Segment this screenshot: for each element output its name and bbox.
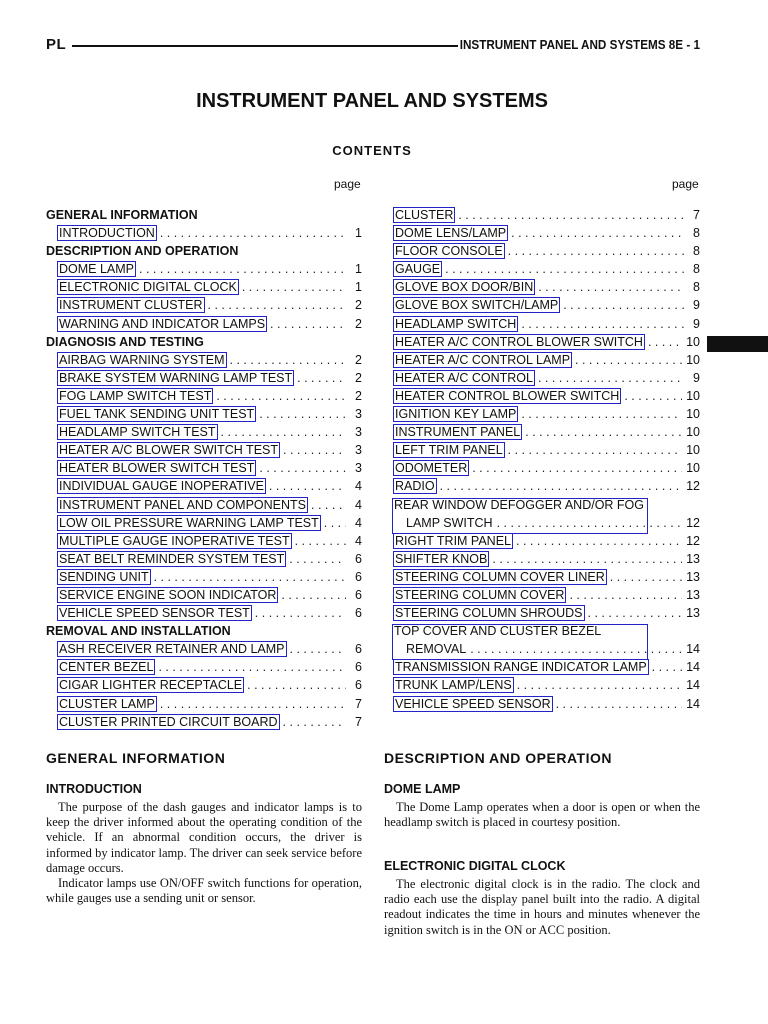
toc-entry-right-trim-panel[interactable] bbox=[394, 534, 700, 552]
section-heading-description-operation: DESCRIPTION AND OPERATION bbox=[384, 750, 612, 766]
toc-entry-label[interactable]: INTRODUCTION bbox=[59, 226, 155, 241]
toc-page-number: 3 bbox=[355, 443, 362, 458]
toc-entry-label[interactable]: FOG LAMP SWITCH TEST bbox=[59, 388, 212, 403]
toc-entry-label[interactable]: FLOOR CONSOLE bbox=[395, 244, 503, 259]
running-header bbox=[46, 36, 700, 56]
section-heading-general-information: GENERAL INFORMATION bbox=[46, 750, 226, 766]
page-column-label-right: page bbox=[672, 177, 699, 191]
toc-heading-label: GENERAL INFORMATION bbox=[46, 208, 198, 222]
toc-entry-gauge[interactable] bbox=[394, 262, 700, 280]
toc-entry-transmission-range-indicator-lamp[interactable] bbox=[394, 660, 700, 678]
toc-page-number: 9 bbox=[693, 298, 700, 313]
dot-leader bbox=[242, 280, 346, 294]
toc-page-number: 9 bbox=[693, 316, 700, 331]
toc-page-number: 4 bbox=[355, 479, 362, 494]
dot-leader bbox=[440, 479, 683, 493]
toc-page-number: 2 bbox=[355, 388, 362, 403]
toc-entry-heater-a-c-control-lamp[interactable] bbox=[394, 353, 700, 371]
dot-leader bbox=[458, 208, 684, 222]
dot-leader bbox=[139, 262, 346, 276]
toc-page-number: 6 bbox=[355, 660, 362, 675]
toc-entry-dome-lens-lamp[interactable] bbox=[394, 226, 700, 244]
dot-leader bbox=[221, 425, 346, 439]
toc-link-box[interactable] bbox=[393, 625, 647, 659]
dot-leader bbox=[259, 461, 346, 475]
toc-page-number: 14 bbox=[686, 678, 700, 693]
dot-leader bbox=[538, 371, 684, 385]
dot-leader bbox=[283, 715, 346, 729]
dot-leader bbox=[525, 425, 682, 439]
dot-leader bbox=[290, 642, 346, 656]
toc-page-number: 10 bbox=[686, 443, 700, 458]
toc-entry-label[interactable]: CLUSTER bbox=[395, 208, 454, 222]
toc-entry-fuel-tank-sending-unit-test[interactable] bbox=[46, 407, 362, 425]
introduction-text bbox=[46, 800, 362, 906]
dot-leader bbox=[492, 552, 682, 566]
dot-leader bbox=[556, 697, 682, 711]
toc-entry-headlamp-switch[interactable] bbox=[394, 317, 700, 335]
dot-leader bbox=[516, 534, 682, 548]
toc-page-number: 3 bbox=[355, 407, 362, 422]
toc-entry-label[interactable]: SENDING UNIT bbox=[59, 569, 149, 584]
toc-entry-label[interactable]: HEATER A/C CONTROL BLOWER SWITCH bbox=[395, 334, 643, 349]
dot-leader bbox=[255, 606, 346, 620]
dot-leader bbox=[230, 353, 346, 367]
toc-page-number: 6 bbox=[355, 606, 362, 621]
toc-entry-dome-lamp[interactable] bbox=[46, 262, 362, 280]
dot-leader bbox=[588, 606, 683, 620]
toc-entry-label[interactable]: FUEL TANK SENDING UNIT TEST bbox=[59, 407, 255, 422]
toc-entry-label[interactable]: HEATER BLOWER SWITCH TEST bbox=[59, 461, 255, 476]
toc-entry-label[interactable]: WARNING AND INDICATOR LAMPS bbox=[59, 316, 266, 331]
dot-leader bbox=[270, 317, 346, 331]
toc-entry-sending-unit[interactable] bbox=[46, 570, 362, 588]
dot-leader bbox=[508, 244, 684, 258]
toc-entry-label[interactable]: SERVICE ENGINE SOON INDICATOR bbox=[59, 587, 277, 602]
toc-page-number: 6 bbox=[355, 551, 362, 566]
toc-left-column bbox=[46, 208, 362, 733]
toc-entry-heater-a-c-control-blower-switch[interactable] bbox=[394, 335, 700, 353]
dot-leader bbox=[508, 443, 682, 457]
toc-section-heading bbox=[46, 244, 362, 262]
toc-entry-label[interactable]: CLUSTER LAMP bbox=[59, 696, 155, 711]
toc-page-number: 2 bbox=[355, 370, 362, 385]
toc-page-number: 14 bbox=[686, 642, 700, 657]
toc-entry-brake-system-warning-lamp-test[interactable] bbox=[46, 371, 362, 389]
toc-page-number: 13 bbox=[686, 606, 700, 621]
toc-entry-label[interactable]: ELECTRONIC DIGITAL CLOCK bbox=[59, 280, 237, 295]
toc-entry-label[interactable]: HEATER A/C CONTROL bbox=[395, 370, 533, 385]
toc-entry-label[interactable]: HEATER CONTROL BLOWER SWITCH bbox=[395, 388, 620, 403]
header-rule bbox=[72, 45, 458, 47]
toc-page-number: 8 bbox=[693, 244, 700, 259]
clock-paragraph: The electronic digital clock is in the radio. The clock and radio each use the display panel built into the radio. A digital readout indicates the time in hours and minutes whenever the ignition switch is in the ON or ACC position. bbox=[384, 877, 700, 937]
toc-entry-left-trim-panel[interactable] bbox=[394, 443, 700, 461]
toc-entry-center-bezel[interactable] bbox=[46, 660, 362, 678]
toc-entry-steering-column-shrouds[interactable] bbox=[394, 606, 700, 624]
toc-page-number: 2 bbox=[355, 298, 362, 313]
dot-leader bbox=[569, 588, 682, 602]
toc-entry-label[interactable]: INSTRUMENT CLUSTER bbox=[59, 298, 203, 313]
toc-page-number: 6 bbox=[355, 642, 362, 657]
toc-page-number: 12 bbox=[686, 479, 700, 494]
dot-leader bbox=[445, 262, 684, 276]
toc-entry-low-oil-pressure-warning-lamp-test[interactable] bbox=[46, 516, 362, 534]
toc-entry-introduction[interactable] bbox=[46, 226, 362, 244]
dot-leader bbox=[158, 660, 346, 674]
toc-page-number: 7 bbox=[693, 208, 700, 222]
toc-entry-heater-blower-switch-test[interactable] bbox=[46, 461, 362, 479]
toc-page-number: 8 bbox=[693, 262, 700, 277]
dot-leader bbox=[324, 516, 346, 530]
toc-entry-ash-receiver-retainer-and-lamp[interactable] bbox=[46, 642, 362, 660]
toc-page-number: 3 bbox=[355, 425, 362, 440]
toc-entry-vehicle-speed-sensor[interactable] bbox=[394, 697, 700, 715]
toc-page-number: 1 bbox=[355, 262, 362, 277]
toc-entry-instrument-panel[interactable] bbox=[394, 425, 700, 443]
toc-entry-label[interactable]: INSTRUMENT PANEL AND COMPONENTS bbox=[59, 497, 307, 512]
toc-entry-label[interactable]: REAR WINDOW DEFOGGER AND/OR FOG bbox=[394, 497, 645, 512]
toc-entry-heater-control-blower-switch[interactable] bbox=[394, 389, 700, 407]
toc-entry-label[interactable]: DOME LAMP bbox=[59, 262, 135, 277]
toc-heading-label: REMOVAL AND INSTALLATION bbox=[46, 624, 231, 639]
toc-entry-label[interactable]: RADIO bbox=[395, 479, 435, 494]
page-column-label-left: page bbox=[334, 177, 361, 191]
toc-entry-cluster-lamp[interactable] bbox=[46, 697, 362, 715]
toc-entry-steering-column-cover[interactable] bbox=[394, 588, 700, 606]
toc-page-number: 6 bbox=[355, 587, 362, 602]
toc-entry-label[interactable]: AIRBAG WARNING SYSTEM bbox=[59, 352, 225, 367]
toc-page-number: 13 bbox=[686, 551, 700, 566]
toc-page-number: 2 bbox=[355, 316, 362, 331]
toc-page-number: 10 bbox=[686, 425, 700, 440]
toc-page-number: 2 bbox=[355, 352, 362, 367]
toc-page-number: 10 bbox=[686, 352, 700, 367]
toc-entry-label[interactable]: RIGHT TRIM PANEL bbox=[395, 533, 511, 548]
toc-page-number: 1 bbox=[355, 226, 362, 241]
toc-entry-label[interactable]: INDIVIDUAL GAUGE INOPERATIVE bbox=[59, 479, 264, 494]
toc-entry-warning-and-indicator-lamps[interactable] bbox=[46, 317, 362, 335]
toc-page-number: 4 bbox=[355, 497, 362, 512]
dot-leader bbox=[517, 678, 682, 692]
toc-right-column bbox=[394, 208, 700, 715]
toc-entry-label[interactable]: TRUNK LAMP/LENS bbox=[395, 678, 512, 693]
toc-page-number: 1 bbox=[355, 280, 362, 295]
toc-page-number: 13 bbox=[686, 569, 700, 584]
toc-page-number: 12 bbox=[686, 533, 700, 548]
toc-entry-floor-console[interactable] bbox=[394, 244, 700, 262]
toc-entry-label[interactable]: ASH RECEIVER RETAINER AND LAMP bbox=[59, 642, 285, 657]
dot-leader bbox=[160, 226, 346, 240]
dot-leader bbox=[160, 697, 346, 711]
dot-leader bbox=[216, 389, 346, 403]
toc-entry-individual-gauge-inoperative[interactable] bbox=[46, 479, 362, 497]
header-right: INSTRUMENT PANEL AND SYSTEMS 8E - 1 bbox=[459, 37, 700, 52]
toc-entry-label[interactable]: GAUGE bbox=[395, 262, 441, 277]
toc-entry-label[interactable]: SEAT BELT REMINDER SYSTEM TEST bbox=[59, 551, 285, 566]
toc-entry-steering-column-cover-liner[interactable] bbox=[394, 570, 700, 588]
dot-leader bbox=[610, 570, 682, 584]
toc-entry-label[interactable]: CLUSTER PRINTED CIRCUIT BOARD bbox=[59, 714, 278, 729]
dot-leader bbox=[295, 534, 346, 548]
toc-entry-label[interactable]: CIGAR LIGHTER RECEPTACLE bbox=[59, 678, 243, 693]
introduction-paragraph-2: Indicator lamps use ON/OFF switch functions for operation, while gauges use a sending unit or sensor. bbox=[46, 876, 362, 906]
dot-leader bbox=[575, 353, 682, 367]
dot-leader bbox=[289, 552, 346, 566]
toc-entry-shifter-knob[interactable] bbox=[394, 552, 700, 570]
toc-entry-label[interactable]: HEADLAMP SWITCH bbox=[395, 316, 517, 331]
toc-section-heading bbox=[46, 208, 362, 226]
dot-leader bbox=[154, 570, 346, 584]
toc-page-number: 6 bbox=[355, 678, 362, 693]
dot-leader bbox=[624, 389, 682, 403]
subheading-introduction: INTRODUCTION bbox=[46, 782, 142, 796]
toc-entry-label[interactable]: ODOMETER bbox=[395, 461, 468, 476]
toc-entry-heater-a-c-blower-switch-test[interactable] bbox=[46, 443, 362, 461]
toc-page-number: 14 bbox=[686, 660, 700, 675]
clock-text bbox=[384, 877, 700, 938]
toc-entry-trunk-lamp-lens[interactable] bbox=[394, 678, 700, 696]
toc-page-number: 7 bbox=[355, 714, 362, 729]
toc-entry-label[interactable]: STEERING COLUMN COVER bbox=[395, 587, 565, 602]
dot-leader bbox=[521, 317, 684, 331]
toc-entry-label[interactable]: LEFT TRIM PANEL bbox=[395, 443, 503, 458]
toc-entry-label[interactable]: SHIFTER KNOB bbox=[395, 551, 488, 566]
toc-page-number: 4 bbox=[355, 533, 362, 548]
page-title: INSTRUMENT PANEL AND SYSTEMS bbox=[196, 90, 548, 112]
dot-leader bbox=[259, 407, 346, 421]
toc-entry-cigar-lighter-receptacle[interactable] bbox=[46, 678, 362, 696]
dot-leader bbox=[511, 226, 684, 240]
toc-entry-radio[interactable] bbox=[394, 479, 700, 497]
dome-lamp-paragraph: The Dome Lamp operates when a door is open or when the headlamp switch is placed in courtesy position. bbox=[384, 800, 700, 830]
toc-entry-label[interactable]: CENTER BEZEL bbox=[59, 660, 154, 675]
dot-leader bbox=[208, 298, 346, 312]
toc-entry-label[interactable]: IGNITION KEY LAMP bbox=[395, 407, 517, 422]
toc-entry-label[interactable]: VEHICLE SPEED SENSOR bbox=[395, 696, 551, 711]
toc-heading-label: DIAGNOSIS AND TESTING bbox=[46, 334, 204, 349]
toc-heading-label: DESCRIPTION AND OPERATION bbox=[46, 244, 239, 259]
toc-entry-label[interactable]: STEERING COLUMN SHROUDS bbox=[395, 606, 583, 621]
toc-link-box[interactable] bbox=[393, 499, 647, 533]
toc-entry-label[interactable]: MULTIPLE GAUGE INOPERATIVE TEST bbox=[59, 533, 290, 548]
toc-entry-seat-belt-reminder-system-test[interactable] bbox=[46, 552, 362, 570]
toc-entry-ignition-key-lamp[interactable] bbox=[394, 407, 700, 425]
toc-entry-cluster-printed-circuit-board[interactable] bbox=[46, 715, 362, 733]
toc-page-number: 10 bbox=[686, 334, 700, 349]
toc-page-number: 13 bbox=[686, 587, 700, 602]
dot-leader bbox=[563, 298, 684, 312]
toc-entry-label[interactable]: VEHICLE SPEED SENSOR TEST bbox=[59, 606, 250, 621]
toc-page-number: 9 bbox=[693, 370, 700, 385]
dot-leader bbox=[538, 280, 684, 294]
toc-page-number: 6 bbox=[355, 569, 362, 584]
toc-entry-label[interactable]: LOW OIL PRESSURE WARNING LAMP TEST bbox=[59, 515, 319, 530]
toc-entry-service-engine-soon-indicator[interactable] bbox=[46, 588, 362, 606]
toc-entry-label[interactable]: TRANSMISSION RANGE INDICATOR LAMP bbox=[395, 660, 647, 675]
toc-entry-odometer[interactable] bbox=[394, 461, 700, 479]
dot-leader bbox=[652, 660, 682, 674]
toc-page-number: 14 bbox=[686, 696, 700, 711]
dot-leader bbox=[648, 335, 682, 349]
toc-entry-label[interactable]: STEERING COLUMN COVER LINER bbox=[395, 569, 605, 584]
subheading-dome-lamp: DOME LAMP bbox=[384, 782, 461, 796]
dot-leader bbox=[311, 498, 346, 512]
toc-entry-electronic-digital-clock[interactable] bbox=[46, 280, 362, 298]
toc-entry-label-continued[interactable]: LAMP SWITCH bbox=[406, 515, 493, 530]
toc-entry-label[interactable]: HEATER A/C CONTROL LAMP bbox=[395, 352, 571, 367]
dot-leader bbox=[297, 371, 346, 385]
toc-entry-instrument-panel-and-components[interactable] bbox=[46, 498, 362, 516]
contents-heading: CONTENTS bbox=[332, 143, 412, 158]
subheading-electronic-digital-clock: ELECTRONIC DIGITAL CLOCK bbox=[384, 859, 566, 873]
toc-page-number: 3 bbox=[355, 461, 362, 476]
toc-entry-vehicle-speed-sensor-test[interactable] bbox=[46, 606, 362, 624]
toc-page-number: 10 bbox=[686, 461, 700, 476]
dot-leader bbox=[283, 443, 346, 457]
toc-entry-airbag-warning-system[interactable] bbox=[46, 353, 362, 371]
header-left: PL bbox=[46, 36, 67, 53]
toc-entry-instrument-cluster[interactable] bbox=[46, 298, 362, 316]
toc-section-heading bbox=[46, 624, 362, 642]
dot-leader bbox=[247, 678, 346, 692]
toc-page-number: 7 bbox=[355, 696, 362, 711]
toc-entry-headlamp-switch-test[interactable] bbox=[46, 425, 362, 443]
dot-leader bbox=[472, 461, 682, 475]
toc-entry-label[interactable]: GLOVE BOX DOOR/BIN bbox=[395, 280, 534, 295]
dot-leader bbox=[521, 407, 682, 421]
toc-entry-glove-box-door-bin[interactable] bbox=[394, 280, 700, 298]
introduction-paragraph-1: The purpose of the dash gauges and indicator lamps is to keep the driver informed about the operating condition of the vehicle. If an abnormal condition occurs, the driver is informed by indicator lamp. The driver can seek service before damage occurs. bbox=[46, 800, 362, 875]
toc-entry-heater-a-c-control[interactable] bbox=[394, 371, 700, 389]
toc-entry-label[interactable]: HEADLAMP SWITCH TEST bbox=[59, 425, 216, 440]
toc-page-number: 10 bbox=[686, 407, 700, 422]
toc-entry-label[interactable]: BRAKE SYSTEM WARNING LAMP TEST bbox=[59, 370, 293, 385]
toc-page-number: 10 bbox=[686, 388, 700, 403]
toc-entry-glove-box-switch-lamp[interactable] bbox=[394, 298, 700, 316]
dot-leader bbox=[281, 588, 346, 602]
dome-lamp-text bbox=[384, 800, 700, 830]
toc-page-number: 8 bbox=[693, 280, 700, 295]
toc-entry-label[interactable]: GLOVE BOX SWITCH/LAMP bbox=[395, 298, 559, 313]
toc-entry-label[interactable]: DOME LENS/LAMP bbox=[395, 226, 507, 241]
toc-page-number: 12 bbox=[686, 515, 700, 530]
toc-page-number: 8 bbox=[693, 226, 700, 241]
toc-entry-fog-lamp-switch-test[interactable] bbox=[46, 389, 362, 407]
toc-entry-label[interactable]: TOP COVER AND CLUSTER BEZEL bbox=[394, 624, 602, 639]
toc-entry-label[interactable]: HEATER A/C BLOWER SWITCH TEST bbox=[59, 443, 279, 458]
toc-entry-cluster[interactable] bbox=[394, 208, 700, 226]
toc-entry-label-continued[interactable]: REMOVAL bbox=[406, 642, 467, 657]
toc-entry-multiple-gauge-inoperative-test[interactable] bbox=[46, 534, 362, 552]
toc-section-heading bbox=[46, 335, 362, 353]
dot-leader bbox=[269, 479, 346, 493]
toc-page-number: 4 bbox=[355, 515, 362, 530]
toc-entry-label[interactable]: INSTRUMENT PANEL bbox=[395, 425, 521, 440]
section-thumb-tab bbox=[707, 336, 768, 352]
